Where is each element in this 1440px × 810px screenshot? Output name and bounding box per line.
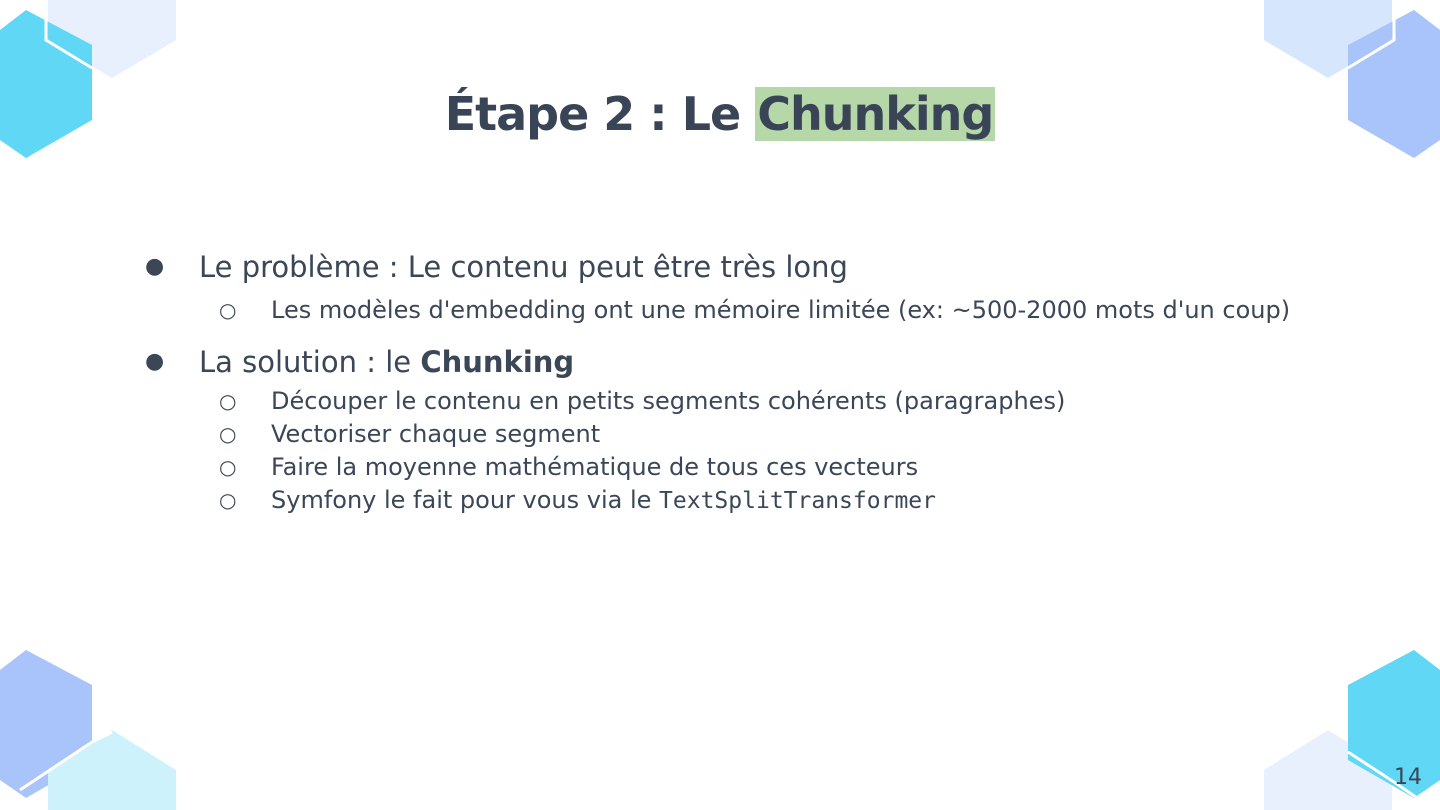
sub-bullet-text: Vectoriser chaque segment: [271, 420, 601, 448]
bullet-circle-icon: ○: [219, 389, 237, 413]
bullet-dot-icon: ●: [145, 349, 165, 374]
bullet-solution-prefix: La solution : le: [199, 345, 421, 379]
bullet-circle-icon: ○: [219, 422, 237, 446]
slide-title: [0, 84, 1440, 144]
bullet-dot-icon: ●: [145, 254, 165, 279]
sub-bullet-text: Symfony le fait pour vous via le: [271, 486, 660, 514]
code-text: TextSplitTransformer: [659, 488, 936, 514]
sub-bullet: [143, 418, 1303, 451]
sub-bullet: [143, 484, 1303, 518]
title-prefix: Étape 2 : Le: [444, 87, 756, 141]
page-number: 14: [1394, 765, 1422, 790]
bullet-circle-icon: ○: [219, 488, 237, 512]
bullet-problem: [143, 246, 1303, 288]
bullet-solution: [143, 341, 1303, 383]
bullet-list: [143, 246, 1303, 518]
sub-bullet-text: Découper le contenu en petits segments cohérents (paragraphes): [271, 387, 1066, 415]
title-highlight: Chunking: [757, 87, 994, 141]
sub-bullet: [143, 294, 1303, 327]
bullet-solution-bold: Chunking: [420, 345, 575, 379]
hexagon-decoration-bottom-left: [0, 640, 190, 810]
sub-bullet: [143, 385, 1303, 418]
sub-bullet: [143, 451, 1303, 484]
bullet-problem-text: Le problème : Le contenu peut être très long: [199, 250, 848, 284]
sub-bullet-text: Les modèles d'embedding ont une mémoire limitée (ex: ~500-2000 mots d'un coup): [271, 296, 1291, 324]
bullet-circle-icon: ○: [219, 455, 237, 479]
bullet-circle-icon: ○: [219, 298, 237, 322]
sub-bullet-text: Faire la moyenne mathématique de tous ces vecteurs: [271, 453, 919, 481]
